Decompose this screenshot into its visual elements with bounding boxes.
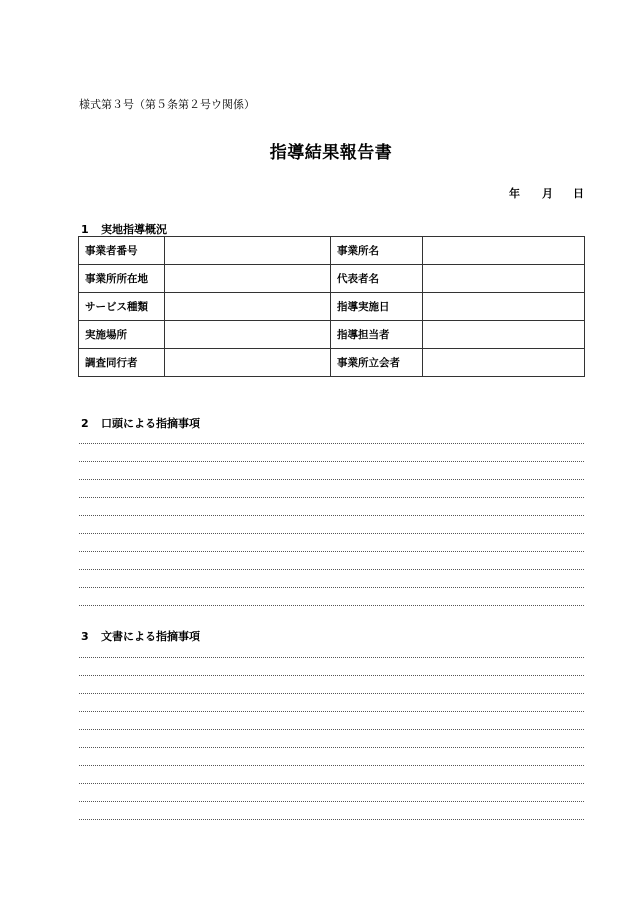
- table-value-cell[interactable]: [423, 349, 585, 377]
- section-1-heading: [81, 221, 167, 237]
- dotted-writing-line: [79, 675, 584, 676]
- section-3-number: 3: [81, 630, 89, 643]
- written-findings-lines[interactable]: [79, 657, 584, 822]
- dotted-writing-line: [79, 819, 584, 820]
- document-title: 指導結果報告書: [269, 143, 393, 163]
- table-row: [79, 237, 585, 265]
- table-row: [79, 321, 585, 349]
- table-value-cell[interactable]: [165, 321, 331, 349]
- table-row: [79, 265, 585, 293]
- dotted-writing-line: [79, 497, 584, 498]
- section-1-number: 1: [81, 223, 89, 236]
- dotted-writing-line: [79, 461, 584, 462]
- table-label: 調査同行者: [79, 349, 165, 377]
- section-1-title: 実地指導概況: [101, 223, 167, 236]
- form-number: 様式第３号（第５条第２号ウ関係）: [79, 98, 255, 111]
- section-3-title: 文書による指摘事項: [101, 630, 200, 643]
- table-value-cell[interactable]: [165, 349, 331, 377]
- dotted-writing-line: [79, 801, 584, 802]
- table-value-cell[interactable]: [165, 265, 331, 293]
- table-label: 指導実施日: [331, 293, 423, 321]
- table-value-cell[interactable]: [423, 321, 585, 349]
- table-value-cell[interactable]: [423, 265, 585, 293]
- table-label: 指導担当者: [331, 321, 423, 349]
- table-row: [79, 349, 585, 377]
- dotted-writing-line: [79, 569, 584, 570]
- dotted-writing-line: [79, 729, 584, 730]
- dotted-writing-line: [79, 605, 584, 606]
- section-2-heading: [81, 415, 200, 431]
- oral-findings-lines[interactable]: [79, 443, 584, 608]
- table-label: 実施場所: [79, 321, 165, 349]
- table-label: 事業所名: [331, 237, 423, 265]
- date-month-label: 月: [542, 187, 553, 200]
- overview-table: [78, 236, 585, 377]
- dotted-writing-line: [79, 533, 584, 534]
- table-label: 事業所所在地: [79, 265, 165, 293]
- table-value-cell[interactable]: [423, 293, 585, 321]
- table-label: 代表者名: [331, 265, 423, 293]
- dotted-writing-line: [79, 443, 584, 444]
- section-3-heading: [81, 628, 200, 644]
- dotted-writing-line: [79, 657, 584, 658]
- table-row: [79, 293, 585, 321]
- table-label: 事業者番号: [79, 237, 165, 265]
- dotted-writing-line: [79, 515, 584, 516]
- dotted-writing-line: [79, 783, 584, 784]
- table-value-cell[interactable]: [165, 293, 331, 321]
- date-day-label: 日: [573, 187, 584, 200]
- dotted-writing-line: [79, 551, 584, 552]
- section-2-number: 2: [81, 417, 89, 430]
- dotted-writing-line: [79, 765, 584, 766]
- table-value-cell[interactable]: [423, 237, 585, 265]
- dotted-writing-line: [79, 479, 584, 480]
- dotted-writing-line: [79, 587, 584, 588]
- table-label: サービス種類: [79, 293, 165, 321]
- dotted-writing-line: [79, 693, 584, 694]
- date-year-label: 年: [509, 187, 520, 200]
- table-value-cell[interactable]: [165, 237, 331, 265]
- dotted-writing-line: [79, 711, 584, 712]
- section-2-title: 口頭による指摘事項: [101, 417, 200, 430]
- dotted-writing-line: [79, 747, 584, 748]
- table-label: 事業所立会者: [331, 349, 423, 377]
